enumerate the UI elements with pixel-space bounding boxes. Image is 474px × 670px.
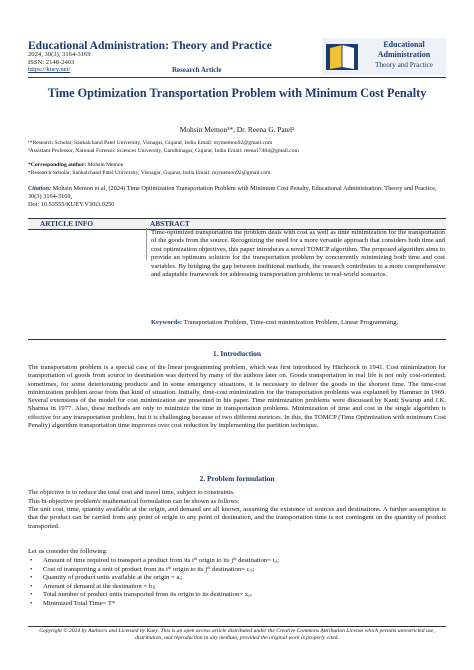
abstract-bottom-rule [28, 339, 446, 340]
bullet-icon: • [30, 574, 33, 582]
article-info-heading: ARTICLE INFO [40, 219, 94, 228]
journal-url-link[interactable]: https://kuey.net/ [28, 66, 71, 73]
list-item: • Amount of time required to transport a product from its iᵗʰ origin to its jᵗʰ destination= tᵢⱼ; [30, 557, 280, 564]
logo-line-3: Theory and Practice [375, 61, 433, 69]
section-1-heading: 1. Introduction [212, 349, 262, 358]
abstract-heading: ABSTRACT [150, 219, 190, 228]
table-column-divider [146, 228, 147, 260]
logo-line-2: Administration [377, 50, 431, 59]
section-2-paragraph-3: The unit cost, time, quantity available at the origin, and demand are all known, assuming the existence of sources and destinations. A further assumption is that the product can be carried from any point of origin to any point of destination, and the transportation time is not contingent on the quantity of product transported. [28, 506, 446, 530]
author-list: Mohsin Memon¹*, Dr. Reena G. Patel² [179, 125, 295, 134]
list-item: • Total number of product units transported from its origin to its destination= xᵢⱼ. [30, 591, 253, 599]
footer-divider [28, 626, 446, 627]
definitions-list [28, 557, 446, 609]
affiliation-2: ²Assistant Professor, National Forensic Sciences University, Gandhinagar, Gujarat, India Email: reena17484@gmail.com [28, 148, 299, 154]
affiliation-1: ¹*Research Scholar, Sankalchand Patel University, Visnagar, Gujarat, India Email: mymemon92@gmail.com [28, 140, 273, 146]
corresponding-name: Mohsin Memon [87, 162, 124, 168]
list-item: • Quantity of product units available at the origin = aᵢ; [30, 574, 183, 582]
list-item: • Cost of transporting a unit of product from its iᵗʰ origin to its jᵗʰ destination= cᵢⱼ; [30, 565, 255, 573]
section-1-text: The transportation problem is a special case of the linear programming problem, which was first introduced by Hitchcock in 1941. Cost minimization for transportation of goods from source to destination was derived by many of the authors later on. Goods transportation in real life is not only cost-oriented; sometimes, for some deteriorating products and in some emergency situations, it is necessary to deliver the goods in the shortest time. The time-cost minimization problem arose from that kind of situation. Initially, time-cost minimization for the transportation problems was explained by Hammer in 1969. Several extensions of the model for cost minimization are presented in his paper. Time minimization problems were discussed by Kanti Swarup and J.K. Sharma in 1977. Also, these methods are only to minimize the time in transportation problems. Minimization of time and cost in the single algorithm is effective for any transportation problem, but it is challenging because of two different metrices. In this, the TOMCP (Time Optimization with minimum Cost Penalty) algorithm transportation time improves over cost reduction by implementing the partition technique. [28, 364, 446, 430]
bullet-icon: • [30, 565, 33, 573]
header-divider [28, 77, 446, 78]
keywords-text: Transportation Problem, Time-cost minimization Problem, Linear Programming. [183, 319, 399, 326]
section-2-paragraph-1: The objective is to reduce the total cost and travel time, subject to constraints. [28, 489, 235, 496]
keywords [151, 319, 445, 327]
volume-line: 2024, 30(3), 3164-3169 [28, 51, 91, 58]
paper-title: Time Optimization Transportation Problem with Minimum Cost Penalty [47, 86, 427, 100]
citation-text: Mohsin Memon et al, (2024) Time Optimization Transportation Problem with Minimum Cost Penalty, Educational Administration: Theory and Practice, 30(3) 3164-3169, [28, 185, 437, 200]
bullet-icon: • [30, 591, 33, 599]
article-type-label: Research Article [172, 66, 222, 74]
corresponding-author [28, 162, 448, 169]
bullet-icon: • [30, 557, 33, 564]
abstract-text: Time-optimized transportation the problem deals with cost as well as time minimization for the transportation of the goods from the source. Recognizing the need for a more versatile approach that considers both time and cost optimization objectives, this paper introduces a novel TOMCP algorithm. The proposed algorithm aims to provide an optimum solution for the transportation problem by concurrently minimizing both time and cost variables. By bridging the gap between traditional methods, the research contributes to a more comprehensive and adaptable framework for addressing transportation problems in real-world scenarios. [151, 229, 445, 279]
corresponding-label: *Corresponding author: [28, 162, 87, 168]
section-2-paragraph-4: Let us consider the following: [28, 548, 108, 555]
copyright-footer: Copyright © 2024 by Author/s and Licensed by Kuey. This is an open access article distributed under the Creative Commons Attribution License which permits unrestricted use, distribution, and reproduction in any medium, provided the original work is properly cited. [39, 628, 435, 641]
bullet-icon: • [30, 599, 33, 607]
corresponding-affiliation: *Research Scholar, Sankalchand Patel University, Visnagar, Gujarat, India Email: mymemon92@gmail.com [28, 170, 271, 176]
list-item: • Amount of demand at the destination = bⱼ; [30, 582, 156, 590]
section-2-heading: 2. Problem formulation [199, 474, 275, 483]
doi-text[interactable]: Doi: 10.53555/KUEY.V30i3.9256 [28, 201, 115, 208]
book-icon [326, 44, 358, 70]
issn-line: ISSN: 2148-2403 [28, 58, 75, 66]
section-2-paragraph-2: This bi-objective problem's mathematical formulation can be shown as follows: [28, 497, 240, 505]
logo-wordmark [364, 40, 444, 70]
list-item: • Minimized Total Time= T* [30, 599, 116, 607]
citation-block [28, 185, 446, 209]
journal-title: Educational Administration: Theory and Practice [28, 40, 272, 52]
keywords-label: Keywords: [151, 319, 182, 326]
bullet-icon: • [30, 582, 33, 590]
logo-line-1: Educational [383, 40, 425, 49]
citation-label: Citation: [28, 185, 52, 192]
